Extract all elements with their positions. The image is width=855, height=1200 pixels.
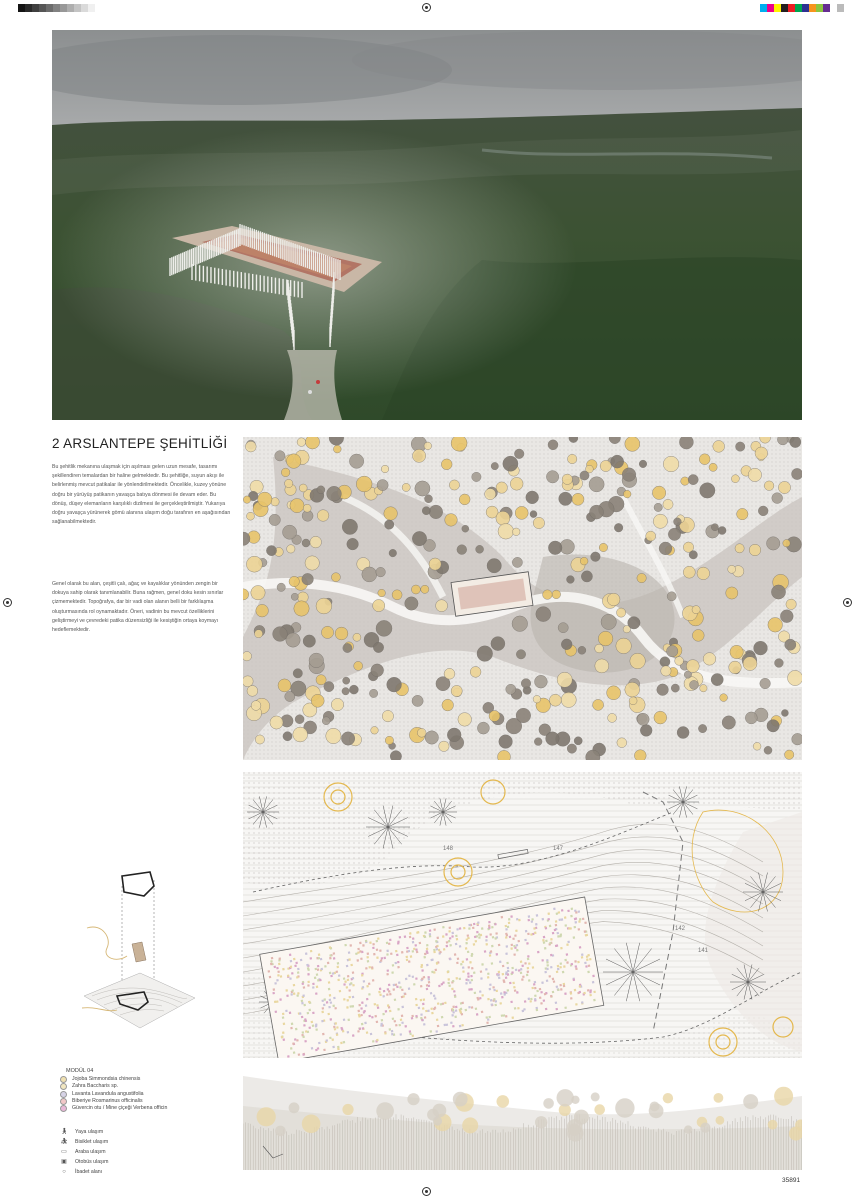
axonometric-layer-diagram xyxy=(82,868,197,1038)
walker-icon: 🚶︎ xyxy=(60,1129,68,1135)
legend-item xyxy=(60,1105,167,1112)
legend-item xyxy=(60,1127,108,1137)
swatch-zahra-icon xyxy=(60,1083,67,1090)
site-plan-overview xyxy=(243,437,802,760)
legend-label: Güvercin otu / Mine çiçeği Verbena officin xyxy=(72,1105,168,1112)
legend-item xyxy=(60,1157,108,1167)
site-section-elevation xyxy=(243,1066,802,1170)
contour-label-148: 148 xyxy=(443,846,454,852)
legend-label: Biberiye Rosmarinus officinalis xyxy=(72,1097,143,1104)
legend-label: Bisiklet ulaşım xyxy=(75,1139,109,1145)
contour-label-147: 147 xyxy=(553,846,564,852)
legend-item xyxy=(60,1167,108,1177)
registration-mark-left xyxy=(3,598,12,607)
registration-mark-top xyxy=(422,3,431,12)
description-paragraph-2: Genel olarak bu alan, çeşitli çalı, ağaç ve kayalıklar yönünden zengin bir dokuya sahip olarak tanımlanabilir. Buna rağmen, genel doku kesin sınırlar çizmemektedir. Topoğrafya, dar bir vadi olan alanın belli bir farklılaşma oluşturmasında rol oynamaktadır. Öneri, vadinin bu mevcut özelliklerini geliştirmeyi ve çevredeki patika düzensizliği ile kesiştiğin ortaya koymayı hedeflemektedir. xyxy=(52,581,224,634)
swatch-biberiye-icon xyxy=(60,1098,67,1105)
registration-mark-bottom xyxy=(422,1187,431,1196)
legend-item xyxy=(60,1098,167,1105)
cmyk-color-bar xyxy=(760,4,844,12)
grey-color-bar xyxy=(18,4,95,12)
registration-mark-right xyxy=(843,598,852,607)
car-icon: ▭ xyxy=(61,1149,67,1155)
legend-item xyxy=(60,1147,108,1157)
legend-item xyxy=(60,1076,167,1083)
landscape-render-image xyxy=(52,30,802,420)
legend-label: Lavanta Lavandula angustifolia xyxy=(72,1090,144,1097)
page-number: 35891 xyxy=(782,1177,801,1184)
legend-label: Yaya ulaşım xyxy=(75,1129,104,1135)
legend-item xyxy=(60,1091,167,1098)
contour-label-141: 141 xyxy=(698,948,709,954)
bus-icon: ▣ xyxy=(61,1159,67,1165)
legend-access xyxy=(60,1127,108,1177)
bicycle-icon: ⛹︎ xyxy=(60,1139,68,1145)
swatch-guvercin-otu-icon xyxy=(60,1105,67,1112)
site-plan-detail xyxy=(243,772,802,1058)
legend-label: Araba ulaşım xyxy=(75,1149,106,1155)
legend-item xyxy=(60,1137,108,1147)
legend-label: İbadet alanı xyxy=(75,1169,103,1175)
page-title: 2 ARSLANTEPE ŞEHİTLİĞİ xyxy=(52,436,228,451)
worship-icon: ○ xyxy=(62,1169,66,1175)
legend-plants xyxy=(60,1076,167,1112)
legend-module-title: MODÜL 04 xyxy=(66,1068,94,1074)
contour-label-142: 142 xyxy=(675,926,686,932)
legend-label: Otobüs ulaşım xyxy=(75,1159,109,1165)
swatch-lavanta-icon xyxy=(60,1091,67,1098)
legend-item xyxy=(60,1083,167,1090)
description-paragraph-1: Bu şehitlik mekanına ulaşmak için aşılması gelen uzun mesafe, tasarımı şekillendiren temalardan bir haline gelmektedir. Bu şehitliğe, suyun akışı ile belirlenmiş mevcut patikalar ile yönlendirilmektedir. Öncelikle, kuzey yönüne doğru bir yürüyüş patikanın yavaşça batıya dönmesi ile devam eder. Bu dönüş, düşey elemanların karşılıklı dizilmesi ile gerçekleştirilmiştir. Yukarıya doğru yavaşça yürünerek gömü alanına ulaşım doğu tarafının en aşağısından sağlanabilmektedir. xyxy=(52,464,231,526)
legend-label: Zahra Baccharis sp. xyxy=(72,1083,119,1090)
swatch-jojoba-icon xyxy=(60,1076,67,1083)
legend-label: Jojoba Simmondsia chinensis xyxy=(72,1076,141,1082)
